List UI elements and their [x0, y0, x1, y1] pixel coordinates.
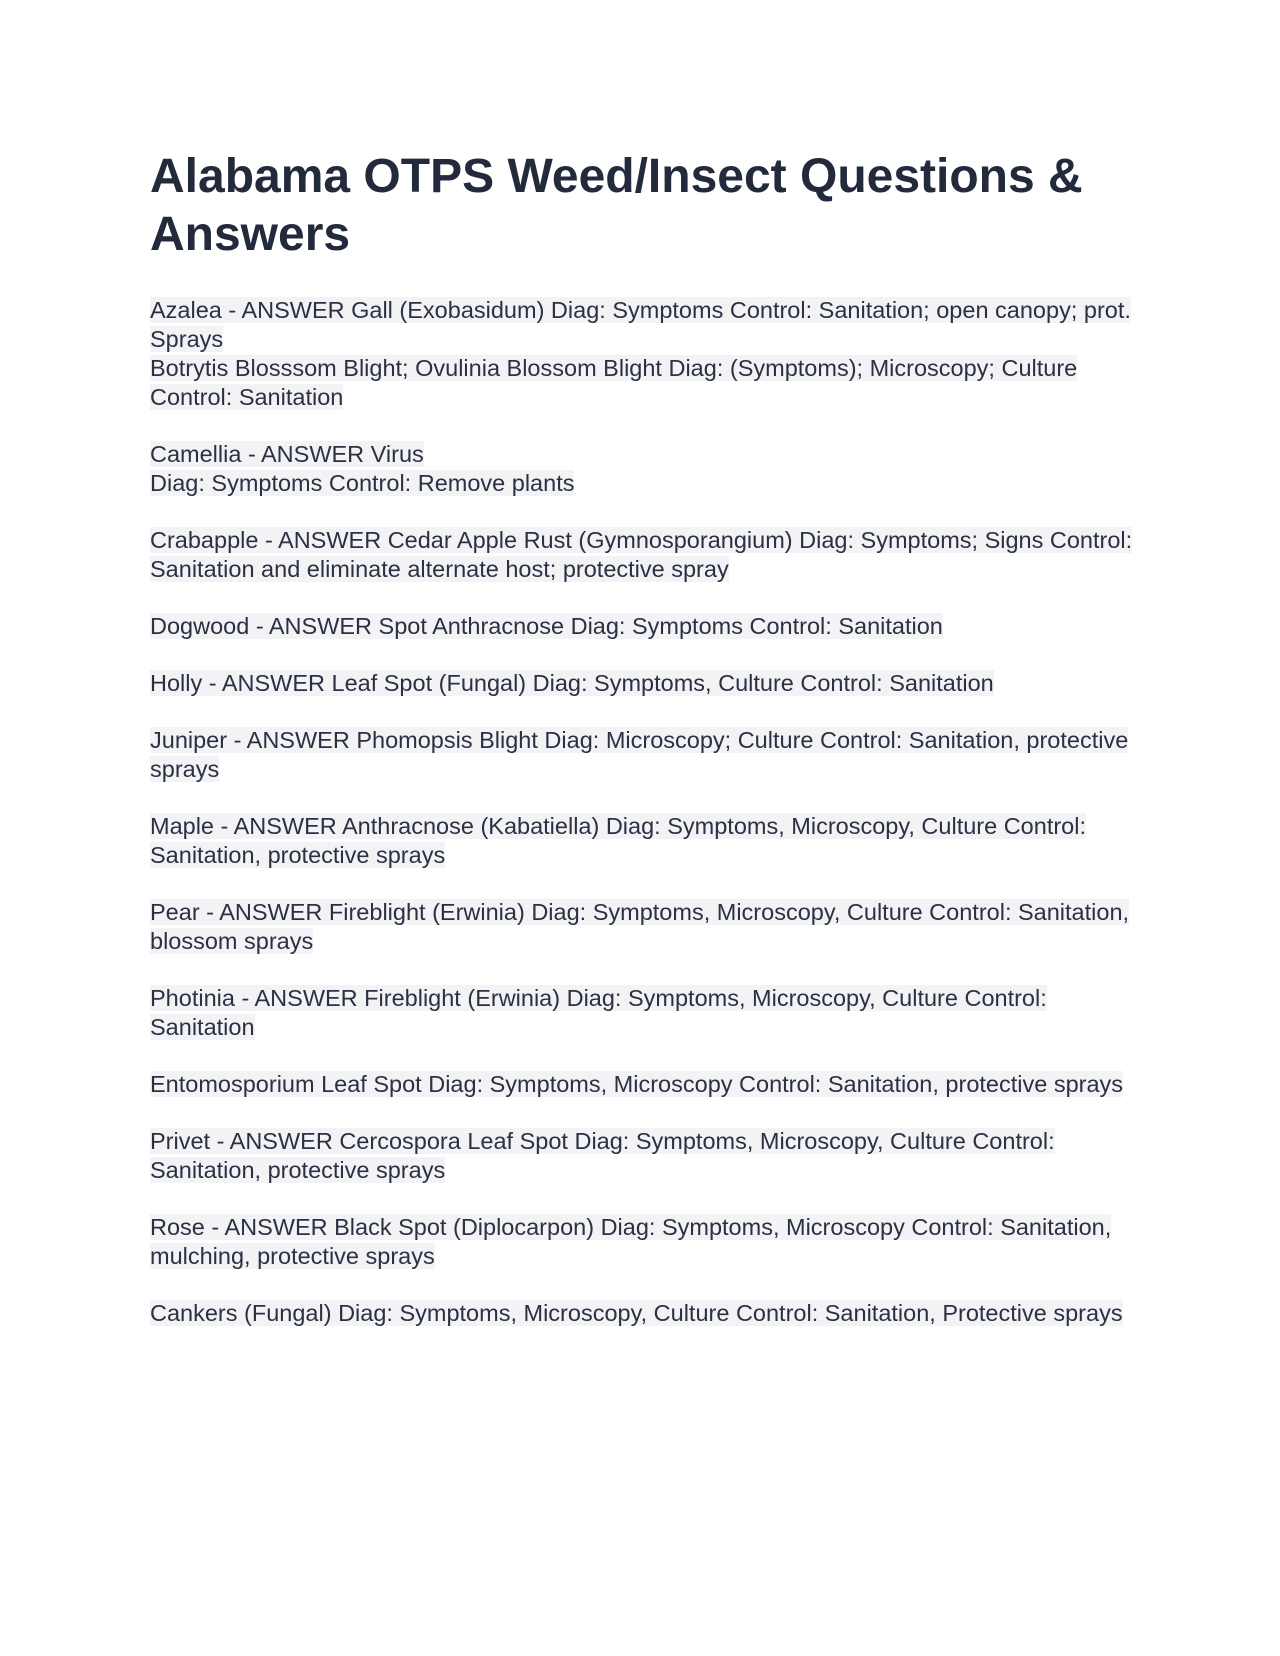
qa-entry-cankers	[150, 1299, 1140, 1328]
entry-text: Diag: Symptoms Control: Remove plants	[150, 470, 575, 496]
qa-entry-entomosporium	[150, 1070, 1140, 1099]
qa-entry-dogwood	[150, 612, 1140, 641]
entry-text: Camellia - ANSWER Virus	[150, 441, 424, 467]
document-page	[150, 148, 1140, 1356]
entry-text: Holly - ANSWER Leaf Spot (Fungal) Diag: Symptoms, Culture Control: Sanitation	[150, 670, 994, 696]
qa-entry-holly	[150, 669, 1140, 698]
entry-text: Crabapple - ANSWER Cedar Apple Rust (Gymnosporangium) Diag: Symptoms; Signs Control: Sanitation and eliminate alternate host; protective spray	[150, 527, 1133, 582]
entry-text: Maple - ANSWER Anthracnose (Kabatiella) Diag: Symptoms, Microscopy, Culture Control: Sanitation, protective sprays	[150, 813, 1086, 868]
qa-entry-pear	[150, 898, 1140, 956]
entry-text: Cankers (Fungal) Diag: Symptoms, Microscopy, Culture Control: Sanitation, Protective sprays	[150, 1300, 1123, 1326]
entry-text: Photinia - ANSWER Fireblight (Erwinia) Diag: Symptoms, Microscopy, Culture Control: Sanitation	[150, 985, 1047, 1040]
entry-text: Privet - ANSWER Cercospora Leaf Spot Diag: Symptoms, Microscopy, Culture Control: Sanitation, protective sprays	[150, 1128, 1055, 1183]
entry-text: Juniper - ANSWER Phomopsis Blight Diag: Microscopy; Culture Control: Sanitation, protective sprays	[150, 727, 1129, 782]
entry-text: Entomosporium Leaf Spot Diag: Symptoms, Microscopy Control: Sanitation, protective sprays	[150, 1071, 1124, 1097]
entry-text: Pear - ANSWER Fireblight (Erwinia) Diag: Symptoms, Microscopy, Culture Control: Sanitation, blossom sprays	[150, 899, 1130, 954]
qa-entry-juniper	[150, 726, 1140, 784]
qa-entry-privet	[150, 1127, 1140, 1185]
qa-entry-photinia	[150, 984, 1140, 1042]
entry-text: Botrytis Blosssom Blight; Ovulinia Blossom Blight Diag: (Symptoms); Microscopy; Culture Control: Sanitation	[150, 355, 1078, 410]
qa-entry-maple	[150, 812, 1140, 870]
qa-entry-crabapple	[150, 526, 1140, 584]
entry-text: Azalea - ANSWER Gall (Exobasidum) Diag: Symptoms Control: Sanitation; open canopy; prot. Sprays	[150, 297, 1131, 352]
qa-entry-camellia	[150, 440, 1140, 498]
qa-entry-rose	[150, 1213, 1140, 1271]
entry-text: Rose - ANSWER Black Spot (Diplocarpon) Diag: Symptoms, Microscopy Control: Sanitation, mulching, protective sprays	[150, 1214, 1112, 1269]
qa-entry-azalea	[150, 296, 1140, 412]
document-title: Alabama OTPS Weed/Insect Questions & Answers	[150, 150, 1083, 261]
entry-text: Dogwood - ANSWER Spot Anthracnose Diag: Symptoms Control: Sanitation	[150, 613, 943, 639]
